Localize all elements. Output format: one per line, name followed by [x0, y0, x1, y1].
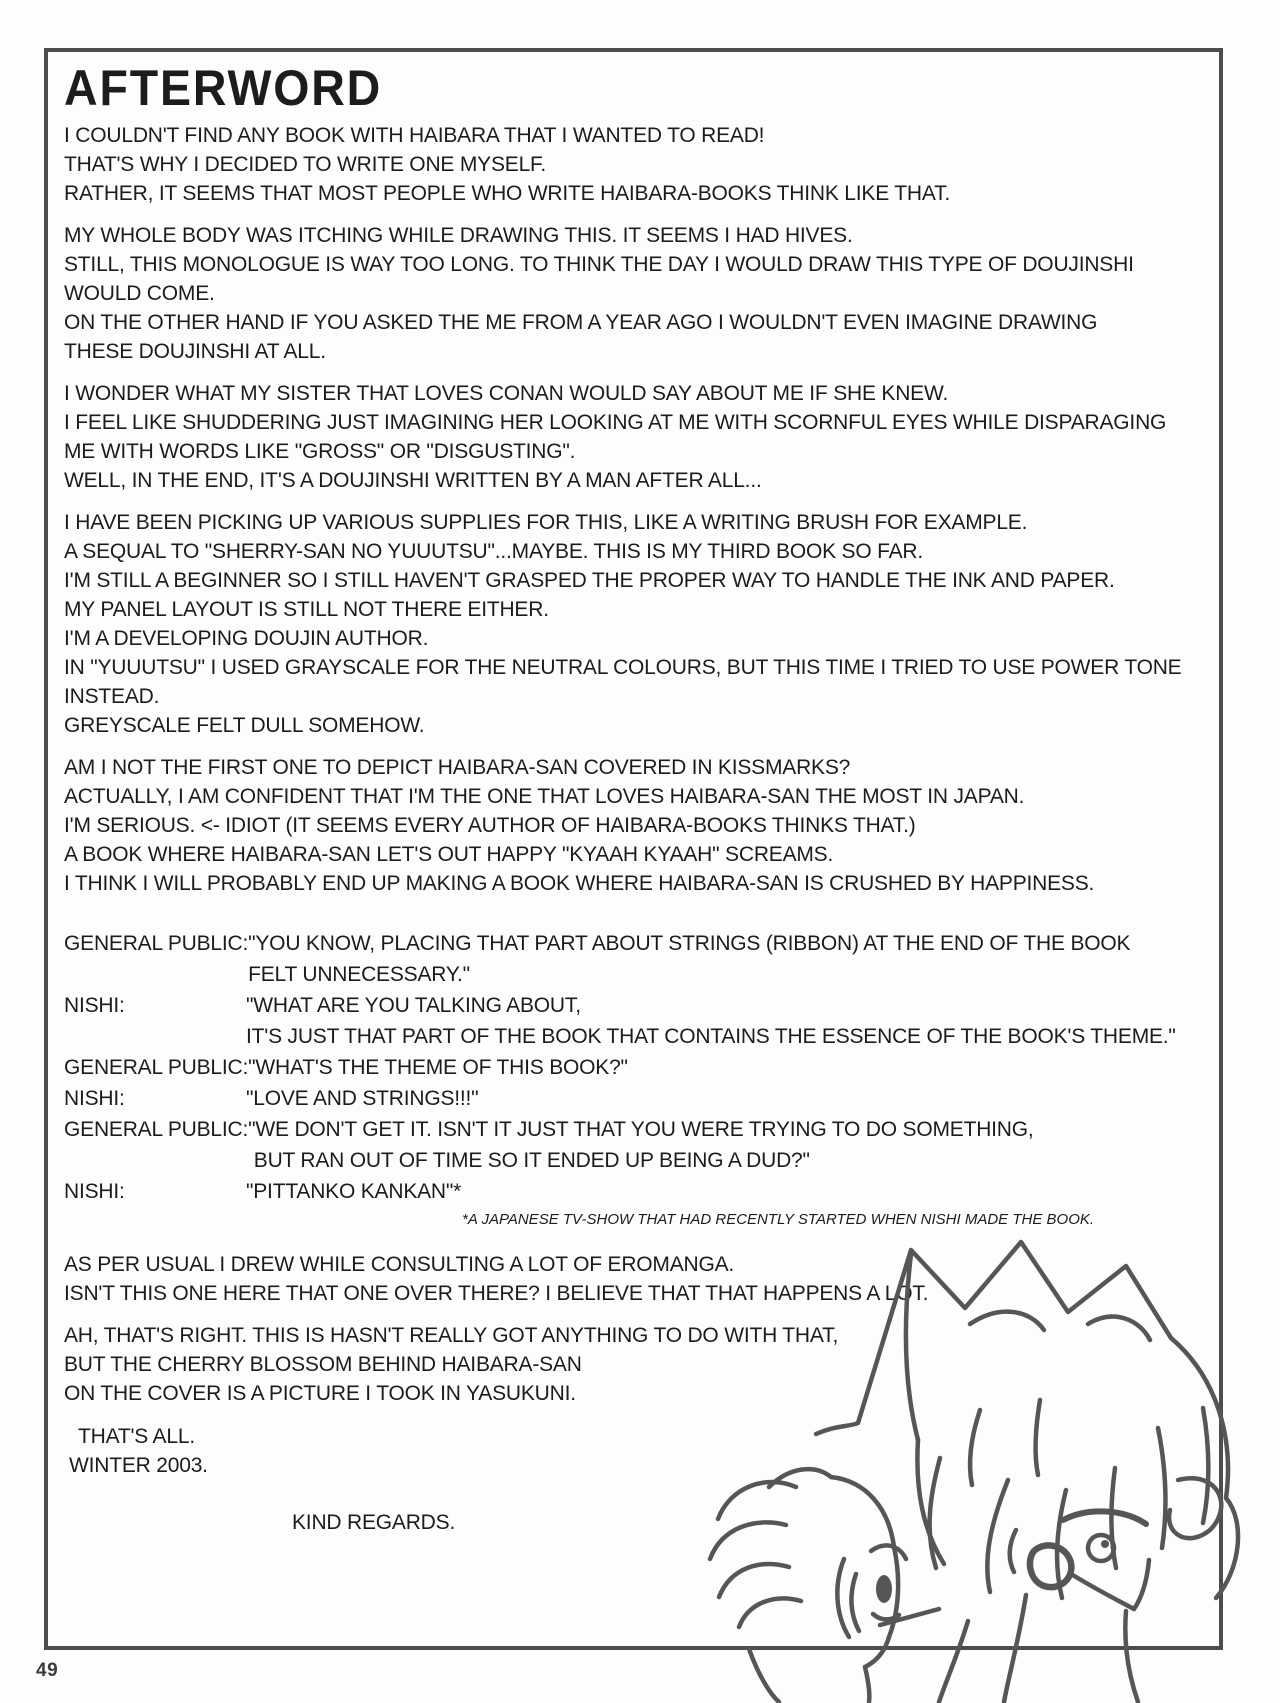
dialogue-speaker: GENERAL PUBLIC: [64, 1056, 249, 1079]
dialogue-line: "WHAT'S THE THEME OF THIS BOOK?" [248, 1056, 628, 1079]
text-line: THAT'S WHY I DECIDED TO WRITE ONE MYSELF. [64, 153, 546, 176]
dialogue-row [64, 1052, 1213, 1083]
afterword-frame [44, 48, 1223, 1650]
text-line: I'M SERIOUS. <- IDIOT (IT SEEMS EVERY AUTHOR OF HAIBARA-BOOKS THINKS THAT.) [64, 814, 916, 837]
paragraph [64, 379, 1213, 495]
afterword-body [64, 121, 1213, 1537]
text-line: WELL, IN THE END, IT'S A DOUJINSHI WRITTEN BY A MAN AFTER ALL... [64, 469, 762, 492]
paragraph [64, 1321, 1213, 1408]
text-line: INSTEAD. [64, 685, 160, 708]
text-line: I'M STILL A BEGINNER SO I STILL HAVEN'T GRASPED THE PROPER WAY TO HANDLE THE INK AND PAPER. [64, 569, 1115, 592]
dialogue-line: "PITTANKO KANKAN"* [246, 1180, 462, 1203]
dialogue-row [64, 1176, 1213, 1207]
text-line: I WONDER WHAT MY SISTER THAT LOVES CONAN WOULD SAY ABOUT ME IF SHE KNEW. [64, 382, 949, 405]
text-line: IN "YUUUTSU" I USED GRAYSCALE FOR THE NEUTRAL COLOURS, BUT THIS TIME I TRIED TO USE POWER TONE [64, 656, 1182, 679]
dialogue-quote [248, 1052, 1213, 1083]
closing-winter-2003: WINTER 2003. [69, 1454, 208, 1477]
dialogue-line: BUT RAN OUT OF TIME SO IT ENDED UP BEING A DUD?" [248, 1149, 810, 1172]
dialogue-line: "YOU KNOW, PLACING THAT PART ABOUT STRINGS (RIBBON) AT THE END OF THE BOOK [248, 932, 1131, 955]
text-line: WOULD COME. [64, 282, 215, 305]
text-line: A SEQUAL TO "SHERRY-SAN NO YUUUTSU"...MAYBE. THIS IS MY THIRD BOOK SO FAR. [64, 540, 923, 563]
dialogue-line: FELT UNNECESSARY." [248, 963, 470, 986]
dialogue-quote [248, 1114, 1213, 1176]
text-line: AH, THAT'S RIGHT. THIS IS HASN'T REALLY GOT ANYTHING TO DO WITH THAT, [64, 1324, 839, 1347]
closing-kind-regards: KIND REGARDS. [292, 1511, 456, 1534]
text-line: STILL, THIS MONOLOGUE IS WAY TOO LONG. TO THINK THE DAY I WOULD DRAW THIS TYPE OF DOUJINSHI [64, 253, 1134, 276]
dialogue-quote [246, 1176, 1213, 1207]
dialogue-row [64, 1114, 1213, 1176]
text-line: I THINK I WILL PROBABLY END UP MAKING A BOOK WHERE HAIBARA-SAN IS CRUSHED BY HAPPINESS. [64, 872, 1095, 895]
paragraph [64, 121, 1213, 208]
text-line: ON THE COVER IS A PICTURE I TOOK IN YASUKUNI. [64, 1382, 576, 1405]
page-number: 49 [36, 1660, 59, 1681]
paragraph [64, 508, 1213, 740]
dialogue-speaker: GENERAL PUBLIC: [64, 932, 249, 955]
dialogue-row [64, 1083, 1213, 1114]
text-line: MY PANEL LAYOUT IS STILL NOT THERE EITHER. [64, 598, 549, 621]
text-line: I FEEL LIKE SHUDDERING JUST IMAGINING HER LOOKING AT ME WITH SCORNFUL EYES WHILE DISPARAGING [64, 411, 1167, 434]
text-line: ACTUALLY, I AM CONFIDENT THAT I'M THE ONE THAT LOVES HAIBARA-SAN THE MOST IN JAPAN. [64, 785, 1025, 808]
text-line: ON THE OTHER HAND IF YOU ASKED THE ME FROM A YEAR AGO I WOULDN'T EVEN IMAGINE DRAWING [64, 311, 1098, 334]
text-line: RATHER, IT SEEMS THAT MOST PEOPLE WHO WRITE HAIBARA-BOOKS THINK LIKE THAT. [64, 182, 951, 205]
text-line: AS PER USUAL I DREW WHILE CONSULTING A LOT OF EROMANGA. [64, 1253, 735, 1276]
dialogue-quote [248, 928, 1213, 990]
text-line: AM I NOT THE FIRST ONE TO DEPICT HAIBARA-SAN COVERED IN KISSMARKS? [64, 756, 851, 779]
afterword-body-continued [64, 1250, 1213, 1408]
dialogue-line: "WHAT ARE YOU TALKING ABOUT, [246, 994, 581, 1017]
dialogue-quote [246, 1083, 1213, 1114]
text-line: GREYSCALE FELT DULL SOMEHOW. [64, 714, 425, 737]
closing-block [64, 1422, 1213, 1537]
text-line: I HAVE BEEN PICKING UP VARIOUS SUPPLIES FOR THIS, LIKE A WRITING BRUSH FOR EXAMPLE. [64, 511, 1028, 534]
dialogue-speaker: NISHI: [64, 1180, 125, 1203]
text-line: THESE DOUJINSHI AT ALL. [64, 340, 326, 363]
dialogue-section [64, 928, 1213, 1207]
dialogue-line: "WE DON'T GET IT. ISN'T IT JUST THAT YOU WERE TRYING TO DO SOMETHING, [248, 1118, 1034, 1141]
paragraph [64, 1250, 1213, 1308]
paragraph [64, 221, 1213, 366]
footnote: *A JAPANESE TV-SHOW THAT HAD RECENTLY STARTED WHEN NISHI MADE THE BOOK. [462, 1211, 1095, 1228]
text-line: ISN'T THIS ONE HERE THAT ONE OVER THERE? I BELIEVE THAT THAT HAPPENS A LOT. [64, 1282, 929, 1305]
text-line: A BOOK WHERE HAIBARA-SAN LET'S OUT HAPPY "KYAAH KYAAH" SCREAMS. [64, 843, 834, 866]
dialogue-row [64, 928, 1213, 990]
dialogue-line: IT'S JUST THAT PART OF THE BOOK THAT CONTAINS THE ESSENCE OF THE BOOK'S THEME." [246, 1025, 1176, 1048]
dialogue-speaker: GENERAL PUBLIC: [64, 1118, 249, 1141]
text-line: I'M A DEVELOPING DOUJIN AUTHOR. [64, 627, 429, 650]
text-line: MY WHOLE BODY WAS ITCHING WHILE DRAWING THIS. IT SEEMS I HAD HIVES. [64, 224, 853, 247]
page-title: AFTERWORD [64, 60, 383, 116]
text-line: I COULDN'T FIND ANY BOOK WITH HAIBARA THAT I WANTED TO READ! [64, 124, 765, 147]
dialogue-quote [246, 990, 1213, 1052]
text-line: ME WITH WORDS LIKE "GROSS" OR "DISGUSTING". [64, 440, 576, 463]
dialogue-speaker: NISHI: [64, 994, 125, 1017]
dialogue-line: "LOVE AND STRINGS!!!" [246, 1087, 479, 1110]
dialogue-row [64, 990, 1213, 1052]
dialogue-speaker: NISHI: [64, 1087, 125, 1110]
paragraph [64, 753, 1213, 898]
text-line: BUT THE CHERRY BLOSSOM BEHIND HAIBARA-SAN [64, 1353, 582, 1376]
closing-thats-all: THAT'S ALL. [78, 1425, 195, 1448]
